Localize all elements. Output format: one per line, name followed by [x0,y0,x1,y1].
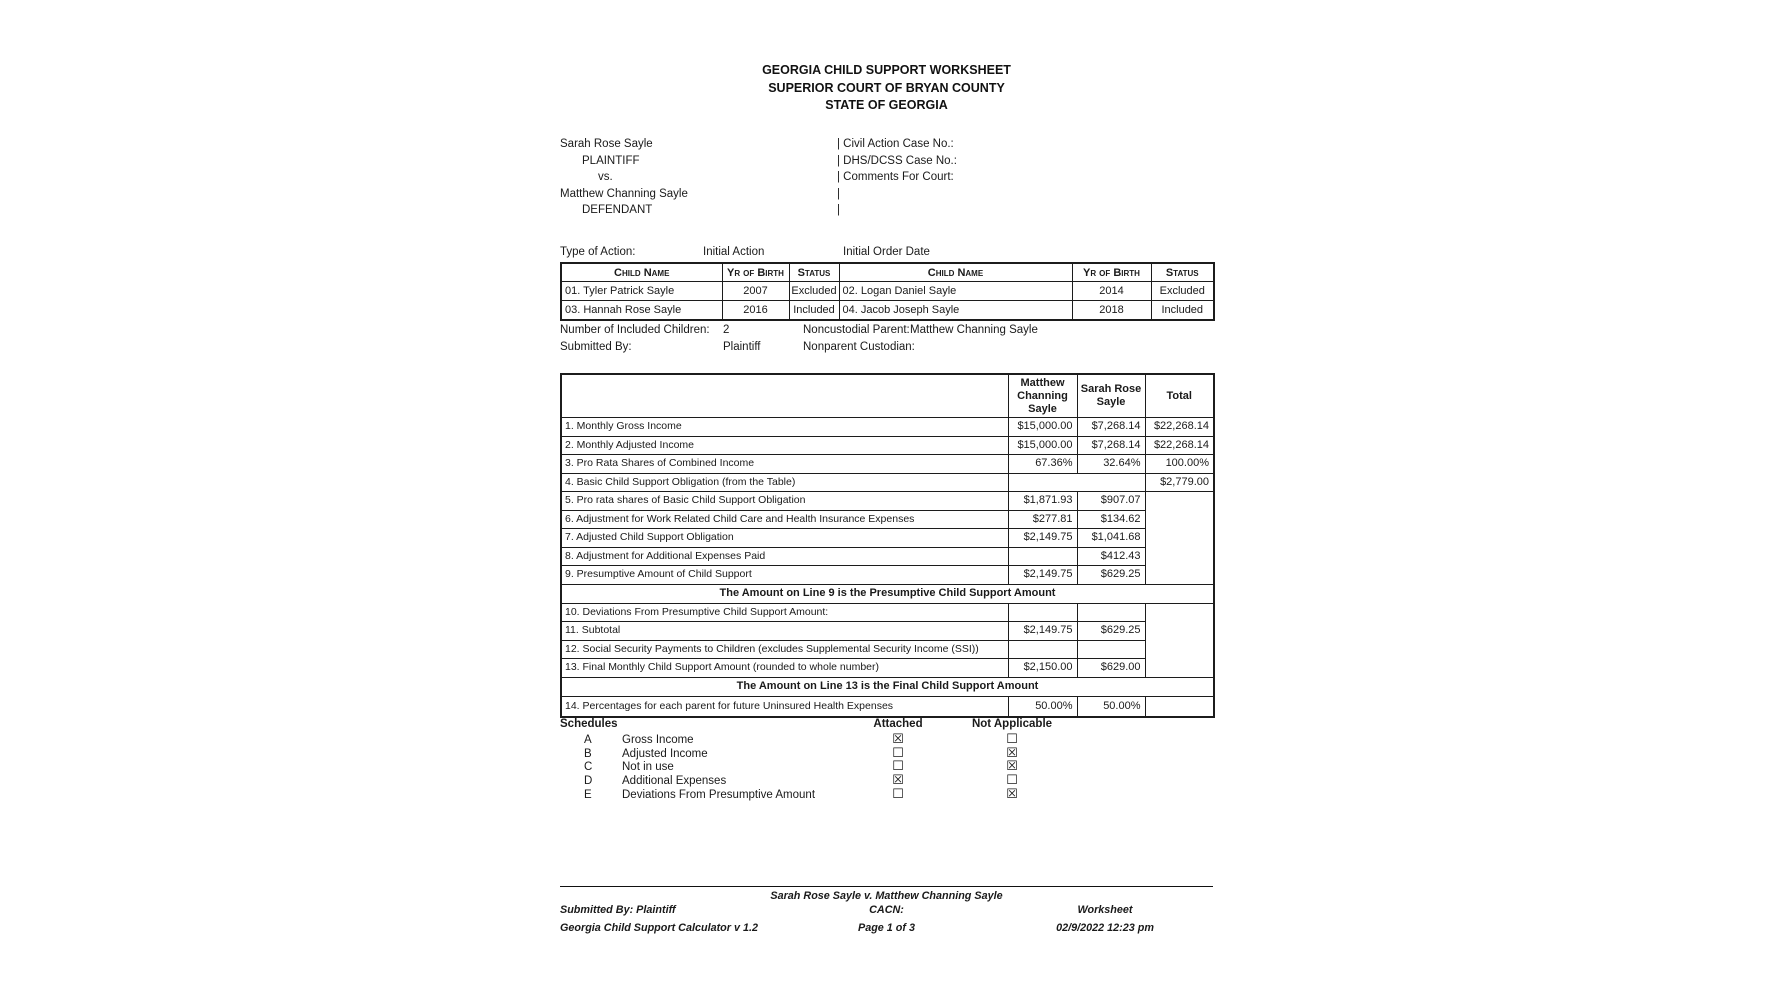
schedule-label: Gross Income [622,734,694,746]
noncustodial-parent-value: Matthew Channing Sayle [910,324,1038,336]
schedule-row [560,758,1213,775]
line-item-row [561,436,1214,455]
parent2-value: $412.43 [1077,547,1145,566]
schedule-row [560,731,1213,748]
case-line-civil: | Civil Action Case No.: [837,138,954,150]
submitted-by-value: Plaintiff [723,341,761,353]
line-item-row [561,510,1214,529]
footer-case-caption: Sarah Rose Sayle v. Matthew Channing Sayle [770,890,1003,902]
defendant-role: DEFENDANT [582,204,653,216]
nonparent-custodian-label: Nonparent Custodian: [803,341,915,353]
line-item-row [561,455,1214,474]
parent2-value: $1,041.68 [1077,529,1145,548]
footer-calculator-version: Georgia Child Support Calculator v 1.2 [560,922,758,934]
document-title [560,62,1213,115]
line-item-row [561,492,1214,511]
schedule-label: Additional Expenses [622,775,727,788]
worksheet-table [560,373,1215,718]
schedule-label: Adjusted Income [622,747,708,760]
checkbox-icon: ☒ [1006,785,1018,801]
party-left-column [560,136,688,219]
birth-year-cell: 2014 [1072,282,1151,301]
total-merged-blank [1145,603,1214,677]
line-item-row [561,418,1214,437]
checkbox-icon: ☒ [1006,758,1018,774]
schedule-letter: E [584,788,592,801]
court-title-line-2: SUPERIOR COURT OF BRYAN COUNTY [768,80,1005,95]
parent1-value [1008,640,1077,659]
schedule-row [560,785,1213,803]
line-item-label: 2. Monthly Adjusted Income [561,436,1008,455]
line-item-row [561,566,1214,585]
parent2-value: 32.64% [1077,455,1145,474]
total-value: $2,779.00 [1145,473,1214,492]
included-children-value: 2 [723,324,730,336]
parent2-value: 50.00% [1077,696,1145,717]
checkbox-icon: ☒ [1006,744,1018,760]
type-of-action-value: Initial Action [703,246,765,258]
line-item-row [561,603,1214,622]
total-header: Total [1145,374,1214,418]
line-item-row [561,529,1214,548]
schedule-letter: D [584,775,593,788]
total-blank-cell [1145,696,1214,717]
attached-header: Attached [873,718,923,730]
case-number-column [837,136,957,219]
line-item-label: 11. Subtotal [561,622,1008,641]
worksheet-page [560,0,1213,1000]
page-footer [560,886,1213,938]
included-children-label: Number of Included Children: [560,324,710,336]
schedule-letter: C [584,761,593,774]
banner-row [561,677,1214,696]
parent2-value: $134.62 [1077,510,1145,529]
footer-row-1 [560,904,1213,920]
line-item-label: 13. Final Monthly Child Support Amount (rounded to whole number) [561,659,1008,678]
footer-datetime: 02/9/2022 12:23 pm [1056,922,1154,934]
line-item-row [561,547,1214,566]
total-value: $22,268.14 [1145,436,1214,455]
line-item-label: 12. Social Security Payments to Children (excludes Supplemental Security Income (SSI)) [561,640,1008,659]
checkbox-icon: ☐ [1006,772,1018,788]
submitted-by-label: Submitted By: [560,341,632,353]
children-table [560,262,1215,321]
child-name-cell: 02. Logan Daniel Sayle [839,282,1072,301]
birth-year-cell: 2007 [722,282,789,301]
footer-submitted-by: Submitted By: Plaintiff [560,904,676,916]
empty-value-cell [1008,473,1145,492]
defendant-name: Matthew Channing Sayle [560,187,688,200]
birth-year-header: Yr of Birth [1072,263,1151,282]
parent1-value: $1,871.93 [1008,492,1077,511]
line-item-label: 4. Basic Child Support Obligation (from the Table) [561,473,1008,492]
child-name-cell: 01. Tyler Patrick Sayle [561,282,722,301]
checkbox-icon: ☐ [1006,731,1018,746]
parent2-value: $7,268.14 [1077,418,1145,437]
schedule-row [560,744,1213,762]
line-item-label: 6. Adjustment for Work Related Child Care and Health Insurance Expenses [561,510,1008,529]
total-value: $22,268.14 [1145,418,1214,437]
status-header: Status [789,263,839,282]
banner-row [561,584,1214,603]
status-header: Status [1151,263,1214,282]
parent2-value: $907.07 [1077,492,1145,511]
noncustodial-parent-label: Noncustodial Parent: [803,324,910,336]
parent1-header: Matthew Channing Sayle [1008,374,1077,418]
parent1-value: $2,150.00 [1008,659,1077,678]
line-item-label: 9. Presumptive Amount of Child Support [561,566,1008,585]
children-row [561,282,1214,301]
line-item-label: 7. Adjusted Child Support Obligation [561,529,1008,548]
status-cell: Included [789,301,839,321]
line9-banner: The Amount on Line 9 is the Presumptive Child Support Amount [561,584,1214,603]
status-cell: Excluded [789,282,839,301]
initial-order-date-label: Initial Order Date [843,246,930,258]
line-item-row [561,473,1214,492]
checkbox-icon: ☐ [892,758,904,774]
empty-header-cell [561,374,1008,418]
case-line-blank-2: | [837,204,840,216]
children-header-row [561,263,1214,282]
type-of-action-label: Type of Action: [560,246,636,258]
plaintiff-role: PLAINTIFF [582,154,640,167]
child-name-header: Child Name [839,263,1072,282]
parent1-value: $15,000.00 [1008,418,1077,437]
birth-year-cell: 2018 [1072,301,1151,321]
status-cell: Included [1151,301,1214,321]
schedule-letter: A [584,734,592,746]
footer-doc-type: Worksheet [1077,904,1133,916]
parent1-value: $2,149.75 [1008,622,1077,641]
parent1-value: 50.00% [1008,696,1077,717]
birth-year-cell: 2016 [722,301,789,321]
parent1-value [1008,547,1077,566]
footer-rule [560,886,1213,887]
parent2-value: $7,268.14 [1077,436,1145,455]
footer-row-2 [560,922,1213,938]
line-item-row [561,659,1214,678]
checkbox-icon: ☒ [892,731,904,746]
line-item-label: 1. Monthly Gross Income [561,418,1008,437]
parent1-value: $15,000.00 [1008,436,1077,455]
line-item-row [561,696,1214,717]
parent2-value [1077,603,1145,622]
parent1-value: $277.81 [1008,510,1077,529]
children-row [561,301,1214,321]
child-name-cell: 03. Hannah Rose Sayle [561,301,722,321]
birth-year-header: Yr of Birth [722,263,789,282]
footer-page-number: Page 1 of 3 [857,922,916,934]
case-line-blank-1: | [837,187,840,200]
parent2-value: $629.25 [1077,566,1145,585]
line-item-label: 3. Pro Rata Shares of Combined Income [561,455,1008,474]
schedule-label: Deviations From Presumptive Amount [622,788,816,801]
schedule-letter: B [584,747,592,760]
checkbox-icon: ☐ [892,744,904,760]
parent1-value: $2,149.75 [1008,566,1077,585]
line-item-label: 14. Percentages for each parent for future Uninsured Health Expenses [561,696,1008,717]
child-name-header: Child Name [561,263,722,282]
child-name-cell: 04. Jacob Joseph Sayle [839,301,1072,321]
total-merged-blank [1145,492,1214,585]
vs-label: vs. [598,171,613,183]
line-item-row [561,622,1214,641]
line-item-row [561,640,1214,659]
parent1-value: 67.36% [1008,455,1077,474]
checkbox-icon: ☒ [892,772,904,788]
plaintiff-name: Sarah Rose Sayle [560,138,653,150]
parent1-value [1008,603,1077,622]
line-item-label: 8. Adjustment for Additional Expenses Paid [561,547,1008,566]
footer-cacn: CACN: [869,904,904,916]
schedule-row [560,772,1213,789]
schedule-label: Not in use [622,761,674,774]
worksheet-header-row [561,374,1214,418]
court-title-line-1: GEORGIA CHILD SUPPORT WORKSHEET [762,63,1011,77]
case-line-dhs: | DHS/DCSS Case No.: [837,154,957,167]
parent2-header: Sarah Rose Sayle [1077,374,1145,418]
checkbox-icon: ☐ [892,785,904,801]
schedules-title: Schedules [560,718,618,730]
not-applicable-header: Not Applicable [971,718,1053,730]
court-title-line-3: STATE OF GEORGIA [825,98,948,112]
parent2-value: $629.25 [1077,622,1145,641]
status-cell: Excluded [1151,282,1214,301]
parent1-value: $2,149.75 [1008,529,1077,548]
line-item-label: 10. Deviations From Presumptive Child Support Amount: [561,603,1008,622]
parent2-value: $629.00 [1077,659,1145,678]
total-value: 100.00% [1145,455,1214,474]
parent2-value [1077,640,1145,659]
line13-banner: The Amount on Line 13 is the Final Child Support Amount [561,677,1214,696]
line-item-label: 5. Pro rata shares of Basic Child Support Obligation [561,492,1008,511]
case-line-comments: | Comments For Court: [837,171,954,183]
